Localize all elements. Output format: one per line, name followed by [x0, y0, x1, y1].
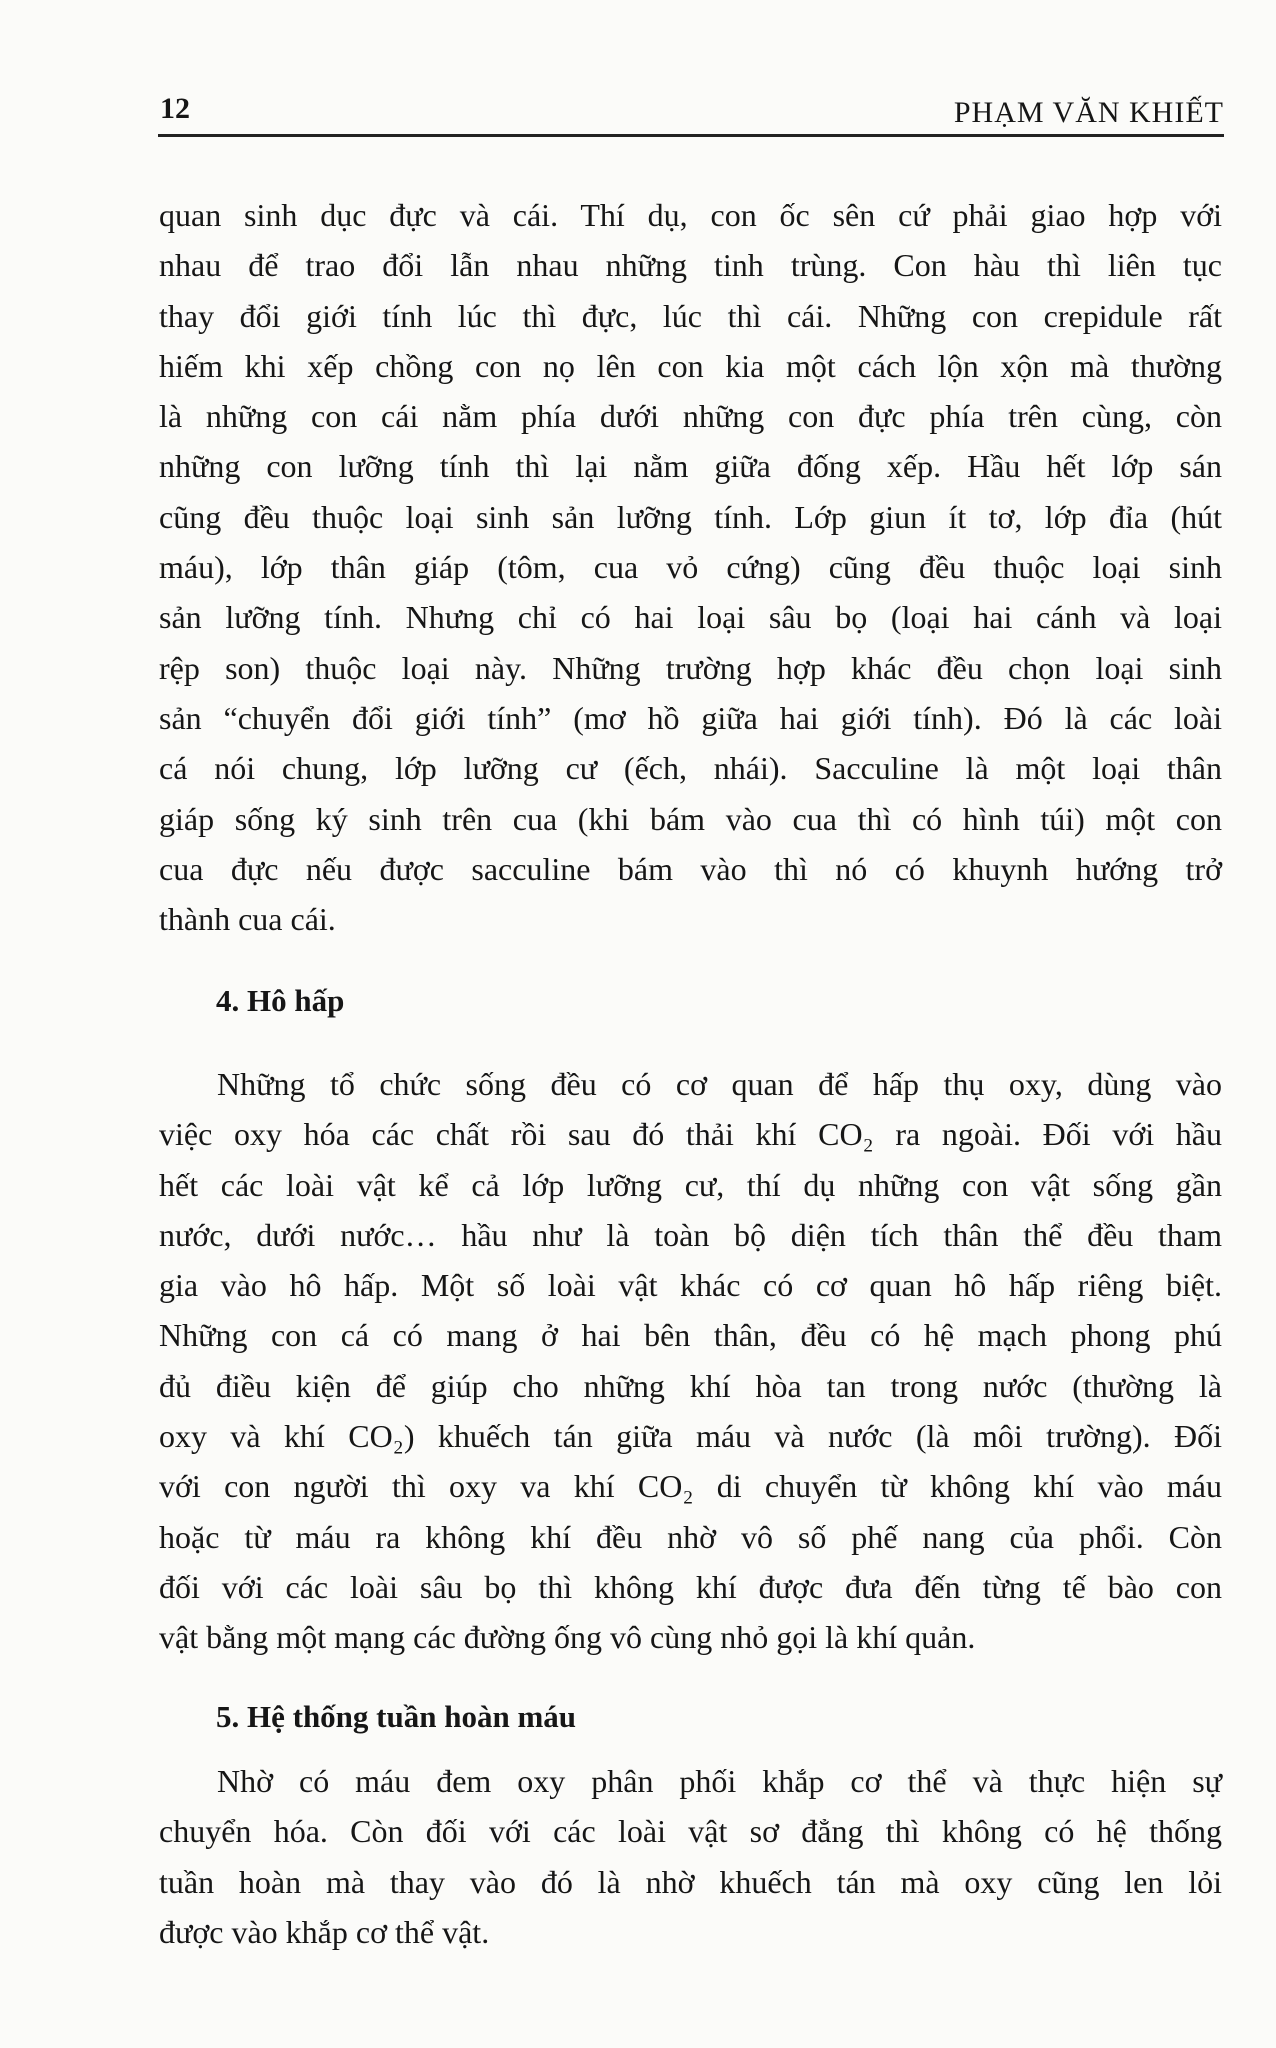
text-line: oxy và khí CO₂) khuếch tán giữa máu và nước (là môi trường). Đối [159, 1418, 1222, 1455]
text-line: cá nói chung, lớp lưỡng cư (ếch, nhái). Sacculine là một loại thân [159, 750, 1222, 787]
text-line: hết các loài vật kể cả lớp lưỡng cư, thí dụ những con vật sống gần [159, 1166, 1222, 1203]
text-line: Những tổ chức sống đều có cơ quan để hấp thụ oxy, dùng vào [217, 1066, 1222, 1102]
text-line: những con lưỡng tính thì lại nằm giữa đống xếp. Hầu hết lớp sán [159, 448, 1222, 485]
text-line: máu), lớp thân giáp (tôm, cua vỏ cứng) cũng đều thuộc loại sinh [159, 549, 1222, 586]
header-rule [158, 134, 1224, 137]
text-line: là những con cái nằm phía dưới những con đực phía trên cùng, còn [159, 398, 1222, 435]
text-line: hiếm khi xếp chồng con nọ lên con kia một cách lộn xộn mà thường [159, 347, 1222, 384]
text-line: đối với các loài sâu bọ thì không khí được đưa đến từng tế bào con [159, 1568, 1222, 1605]
paragraph-1 [159, 190, 1222, 944]
text-line: rệp son) thuộc loại này. Những trường hợp khác đều chọn loại sinh [159, 649, 1222, 686]
text-line: vật bằng một mạng các đường ống vô cùng nhỏ gọi là khí quản. [159, 1619, 976, 1656]
text-line: việc oxy hóa các chất rồi sau đó thải khí CO₂ ra ngoài. Đối với hầu [159, 1116, 1222, 1153]
text-line: tuần hoàn mà thay vào đó là nhờ khuếch tán mà oxy cũng len lỏi [159, 1863, 1222, 1900]
page-number: 12 [160, 92, 190, 125]
text-line: Nhờ có máu đem oxy phân phối khắp cơ thể và thực hiện sự [217, 1763, 1222, 1799]
paragraph-ho-hap [159, 1059, 1222, 1663]
text-line: nhau để trao đổi lẫn nhau những tinh trùng. Con hàu thì liên tục [159, 247, 1222, 284]
text-line: nước, dưới nước… hầu như là toàn bộ diện tích thân thể đều tham [159, 1216, 1222, 1253]
section-heading-tuan-hoan: 5. Hệ thống tuần hoàn máu [216, 1699, 577, 1734]
text-line: đủ điều kiện để giúp cho những khí hòa tan trong nước (thường là [159, 1367, 1222, 1404]
text-line: cũng đều thuộc loại sinh sản lưỡng tính. Lớp giun ít tơ, lớp đỉa (hút [159, 498, 1222, 535]
text-line: chuyển hóa. Còn đối với các loài vật sơ đẳng thì không có hệ thống [159, 1813, 1222, 1850]
text-line: sản “chuyển đổi giới tính” (mơ hồ giữa hai giới tính). Đó là các loài [159, 699, 1222, 736]
text-line: thay đổi giới tính lúc thì đực, lúc thì cái. Những con crepidule rất [159, 297, 1222, 334]
text-line: giáp sống ký sinh trên cua (khi bám vào cua thì có hình túi) một con [159, 800, 1222, 837]
text-line: quan sinh dục đực và cái. Thí dụ, con ốc sên cứ phải giao hợp với [159, 197, 1222, 233]
text-line: với con người thì oxy va khí CO₂ di chuyển từ không khí vào máu [159, 1468, 1222, 1505]
running-head: PHẠM VĂN KHIẾT [953, 96, 1224, 129]
section-heading-ho-hap: 4. Hô hấp [216, 983, 345, 1018]
text-line: cua đực nếu được sacculine bám vào thì nó có khuynh hướng trở [159, 850, 1222, 887]
text-line: hoặc từ máu ra không khí đều nhờ vô số phế nang của phổi. Còn [159, 1518, 1222, 1555]
text-line: thành cua cái. [159, 901, 336, 938]
text-line: Những con cá có mang ở hai bên thân, đều có hệ mạch phong phú [159, 1317, 1222, 1354]
paragraph-tuan-hoan [159, 1756, 1222, 1957]
text-line: được vào khắp cơ thể vật. [159, 1913, 490, 1950]
text-line: gia vào hô hấp. Một số loài vật khác có cơ quan hô hấp riêng biệt. [159, 1267, 1222, 1304]
text-line: sản lưỡng tính. Nhưng chỉ có hai loại sâu bọ (loại hai cánh và loại [159, 599, 1222, 636]
